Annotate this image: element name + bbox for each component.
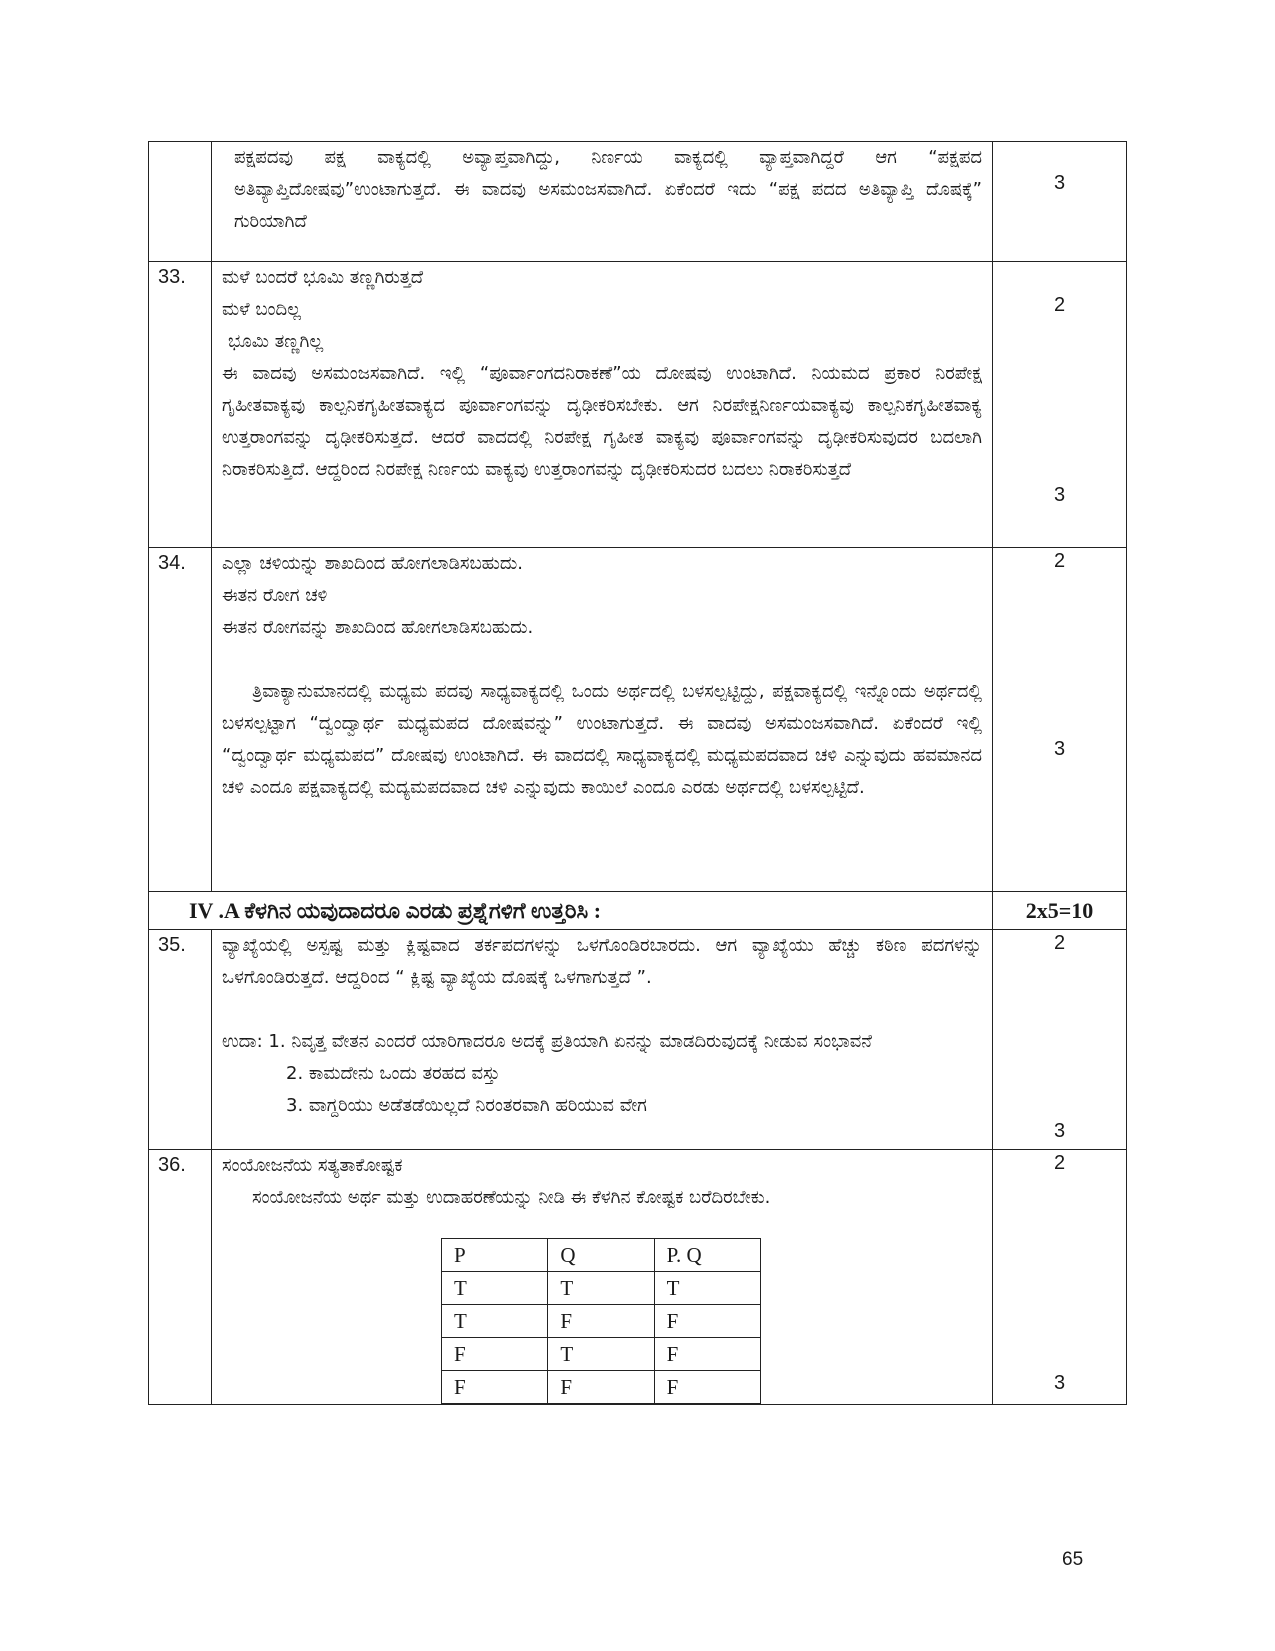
conclusion-line: ಈತನ ರೋಗವನ್ನು ಶಾಖದಿಂದ ಹೋಗಲಾಡಿಸಬಹುದು.: [222, 617, 534, 638]
truth-table-row: [442, 1371, 761, 1404]
truth-table-cell: F: [548, 1305, 654, 1338]
section-marks: 2x5=10: [993, 892, 1127, 930]
answer-paragraph: ವ್ಯಾಖ್ಯೆಯಲ್ಲಿ ಅಸ್ಪಷ್ಟ ಮತ್ತು ಕ್ಲಿಷ್ಟವಾದ ತರ್ಕಪದಗಳನ್ನು ಒಳಗೊಂಡಿರಬಾರದು. ಆಗ ವ್ಯಾಖ್ಯೆಯು ಹೆಚ್ಚು ಕಠಿಣ ಪದಗಳನ್ನು ಒಳಗೊಂಡಿರುತ್ತದೆ. ಆದ್ದರಿಂದ “ ಕ್ಲಿಷ್ಟ ವ್ಯಾಖ್ಯೆಯ ದೊಷಕ್ಕೆ ಒಳಗಾಗುತ್ತದೆ ”.: [222, 935, 982, 988]
truth-table-cell: F: [442, 1371, 548, 1404]
table-row: [149, 142, 1127, 262]
answer-paragraph: ಈ ವಾದವು ಅಸಮಂಜಸವಾಗಿದೆ. ಇಲ್ಲಿ “ಪೂರ್ವಾಂಗದನಿರಾಕಣೆ”ಯ ದೋಷವು ಉಂಟಾಗಿದೆ. ನಿಯಮದ ಪ್ರಕಾರ ನಿರಪೇಕ್ಷ ಗೃಹೀತವಾಕ್ಯವು ಕಾಲ್ಪನಿಕಗೃಹೀತವಾಕ್ಯದ ಪೂರ್ವಾಂಗವನ್ನು ದೃಢೀಕರಿಸಬೇಕು. ಆಗ ನಿರಪೇಕ್ಷನಿರ್ಣಯವಾಕ್ಯವು ಕಾಲ್ಪನಿಕಗೃಹೀತವಾಕ್ಯ ಉತ್ತರಾಂಗವನ್ನು ದೃಢೀಕರಿಸುತ್ತದೆ. ಆದರೆ ವಾದದಲ್ಲಿ ನಿರಪೇಕ್ಷ ಗೃಹೀತ ವಾಕ್ಯವು ಪೂರ್ವಾಂಗವನ್ನು ದೃಢೀಕರಿಸುವುದರ ಬದಲಾಗಿ ನಿರಾಕರಿಸುತ್ತಿದೆ. ಆದ್ದರಿಂದ ನಿರಪೇಕ್ಷ ನಿರ್ಣಯ ವಾಕ್ಯವು ಉತ್ತರಾಂಗವನ್ನು ದೃಢೀಕರಿಸುದರ ಬದಲು ನಿರಾಕರಿಸುತ್ತದೆ: [222, 363, 982, 480]
premise-line: ಮಳೆ ಬಂದರೆ ಭೂಮಿ ತಣ್ಣಗಿರುತ್ತದೆ: [222, 267, 424, 288]
question-number: 33.: [149, 262, 212, 548]
premise-line: ಈತನ ರೋಗ ಚಳಿ: [222, 585, 328, 606]
marks-value: 3: [1053, 738, 1066, 760]
table-row: [149, 930, 1127, 1150]
marks-value: 3: [1053, 172, 1066, 194]
answer-text: [212, 142, 993, 262]
truth-table-cell: T: [548, 1272, 654, 1305]
truth-table-cell: T: [442, 1305, 548, 1338]
marks-cell: [993, 142, 1127, 262]
premise-line: ಮಳೆ ಬಂದಿಲ್ಲ: [222, 299, 301, 320]
section-title: IV .A ಕೆಳಗಿನ ಯವುದಾದರೂ ಎರಡು ಪ್ರಶ್ನೆಗಳಿಗೆ ಉತ್ತರಿಸಿ :: [149, 892, 993, 930]
example-item: 3. ವಾಗ್ದರಿಯು ಅಡೆತಡೆಯಿಲ್ಲದೆ ನಿರಂತರವಾಗಿ ಹರಿಯುವ ವೇಗ: [286, 1095, 647, 1116]
section-header-row: [149, 892, 1127, 930]
question-number: 34.: [149, 548, 212, 892]
table-row: [149, 548, 1127, 892]
truth-table-cell: P. Q: [654, 1239, 760, 1272]
example-line: ಉದಾ: 1. ನಿವೃತ್ತ ವೇತನ ಎಂದರೆ ಯಾರಿಗಾದರೂ ಅದಕ್ಕೆ ಪ್ರತಿಯಾಗಿ ಏನನ್ನು ಮಾಡದಿರುವುದಕ್ಕೆ ನೀಡುವ ಸಂಭಾವನೆ: [222, 1031, 873, 1052]
question-number: 35.: [149, 930, 212, 1150]
marks-value: 2: [1053, 1152, 1066, 1174]
marks-value: 3: [1053, 1120, 1066, 1142]
answer-paragraph: ಪಕ್ಷಪದವು ಪಕ್ಷ ವಾಕ್ಯದಲ್ಲಿ ಅವ್ಯಾಪ್ತವಾಗಿದ್ದು, ನಿರ್ಣಯ ವಾಕ್ಯದಲ್ಲಿ ವ್ಯಾಪ್ತವಾಗಿದ್ದರೆ ಆಗ “ಪಕ್ಷಪದ ಅತಿವ್ಯಾಪ್ತಿದೋಷವು”ಉಂಟಾಗುತ್ತದೆ. ಈ ವಾದವು ಅಸಮಂಜಸವಾಗಿದೆ. ಏಕೆಂದರೆ ಇದು “ಪಕ್ಷ ಪದದ ಅತಿವ್ಯಾಪ್ತಿ ದೊಷಕ್ಕೆ” ಗುರಿಯಾಗಿದೆ: [234, 147, 982, 232]
marks-value: 2: [1053, 550, 1066, 572]
answer-text: [212, 262, 993, 548]
truth-table-header: [442, 1239, 761, 1272]
conclusion-line: ಭೂಮಿ ತಣ್ಣಗಿಲ್ಲ: [228, 331, 324, 352]
table-row: [149, 262, 1127, 548]
answer-paragraph: ತ್ರಿವಾಕ್ಯಾನುಮಾನದಲ್ಲಿ ಮಧ್ಯಮ ಪದವು ಸಾಧ್ಯವಾಕ್ಯದಲ್ಲಿ ಒಂದು ಅರ್ಥದಲ್ಲಿ ಬಳಸಲ್ಪಟ್ಟಿದ್ದು, ಪಕ್ಷವಾಕ್ಯದಲ್ಲಿ ಇನ್ನೊಂದು ಅರ್ಥದಲ್ಲಿ ಬಳಸಲ್ಪಟ್ಟಾಗ “ದ್ವಂದ್ವಾರ್ಥ ಮಧ್ಯಮಪದ ದೋಷವನ್ನು” ಉಂಟಾಗುತ್ತದೆ. ಈ ವಾದವು ಅಸಮಂಜಸವಾಗಿದೆ. ಏಕೆಂದರೆ ಇಲ್ಲಿ “ದ್ವಂದ್ವಾರ್ಥ ಮಧ್ಯಮಪದ” ದೋಷವು ಉಂಟಾಗಿದೆ. ಈ ವಾದದಲ್ಲಿ ಸಾಧ್ಯವಾಕ್ಯದಲ್ಲಿ ಮಧ್ಯಮಪದವಾದ ಚಳಿ ಎನ್ನುವುದು ಹವಮಾನದ ಚಳಿ ಎಂದೂ ಪಕ್ಷವಾಕ್ಯದಲ್ಲಿ ಮದ್ಯಮಪದವಾದ ಚಳಿ ಎನ್ನುವುದು ಕಾಯಿಲೆ ಎಂದೂ ಎರಡು ಅರ್ಥದಲ್ಲಿ ಬಳಸಲ್ಪಟ್ಟಿದೆ.: [222, 681, 982, 798]
answer-text: [212, 548, 993, 892]
truth-table-cell: F: [654, 1371, 760, 1404]
answer-heading: ಸಂಯೋಜನೆಯ ಸತ್ಯತಾಕೋಷ್ಟಕ: [222, 1155, 403, 1176]
truth-table-cell: Q: [548, 1239, 654, 1272]
marks-cell: [993, 548, 1127, 892]
truth-table-cell: T: [654, 1272, 760, 1305]
marks-value: 3: [1053, 484, 1066, 506]
answer-table: [148, 141, 1127, 1405]
truth-table-row: [442, 1272, 761, 1305]
question-number: [149, 142, 212, 262]
truth-table-cell: F: [442, 1338, 548, 1371]
truth-table-cell: F: [654, 1338, 760, 1371]
truth-table: [441, 1238, 761, 1404]
truth-table-row: [442, 1338, 761, 1371]
marks-cell: [993, 930, 1127, 1150]
answer-text: [212, 1150, 993, 1405]
marks-cell: [993, 1150, 1127, 1405]
example-item: 2. ಕಾಮದೇನು ಒಂದು ತರಹದ ವಸ್ತು: [286, 1063, 500, 1084]
answer-text: [212, 930, 993, 1150]
answer-paragraph: ಸಂಯೋಜನೆಯ ಅರ್ಥ ಮತ್ತು ಉದಾಹರಣೆಯನ್ನು ನೀಡಿ ಈ ಕೆಳಗಿನ ಕೋಷ್ಟಕ ಬರೆದಿರಬೇಕು.: [252, 1187, 771, 1208]
marks-cell: [993, 262, 1127, 548]
truth-table-cell: T: [442, 1272, 548, 1305]
truth-table-row: [442, 1305, 761, 1338]
truth-table-cell: P: [442, 1239, 548, 1272]
truth-table-cell: T: [548, 1338, 654, 1371]
marks-value: 2: [1053, 932, 1066, 954]
table-row: [149, 1150, 1127, 1405]
question-number: 36.: [149, 1150, 212, 1405]
truth-table-cell: F: [654, 1305, 760, 1338]
truth-table-cell: F: [548, 1371, 654, 1404]
marks-value: 2: [1053, 294, 1066, 316]
marks-value: 3: [1053, 1372, 1066, 1394]
page-number: 65: [1062, 1549, 1084, 1570]
premise-line: ಎಲ್ಲಾ ಚಳಿಯನ್ನು ಶಾಖದಿಂದ ಹೋಗಲಾಡಿಸಬಹುದು.: [222, 553, 523, 574]
